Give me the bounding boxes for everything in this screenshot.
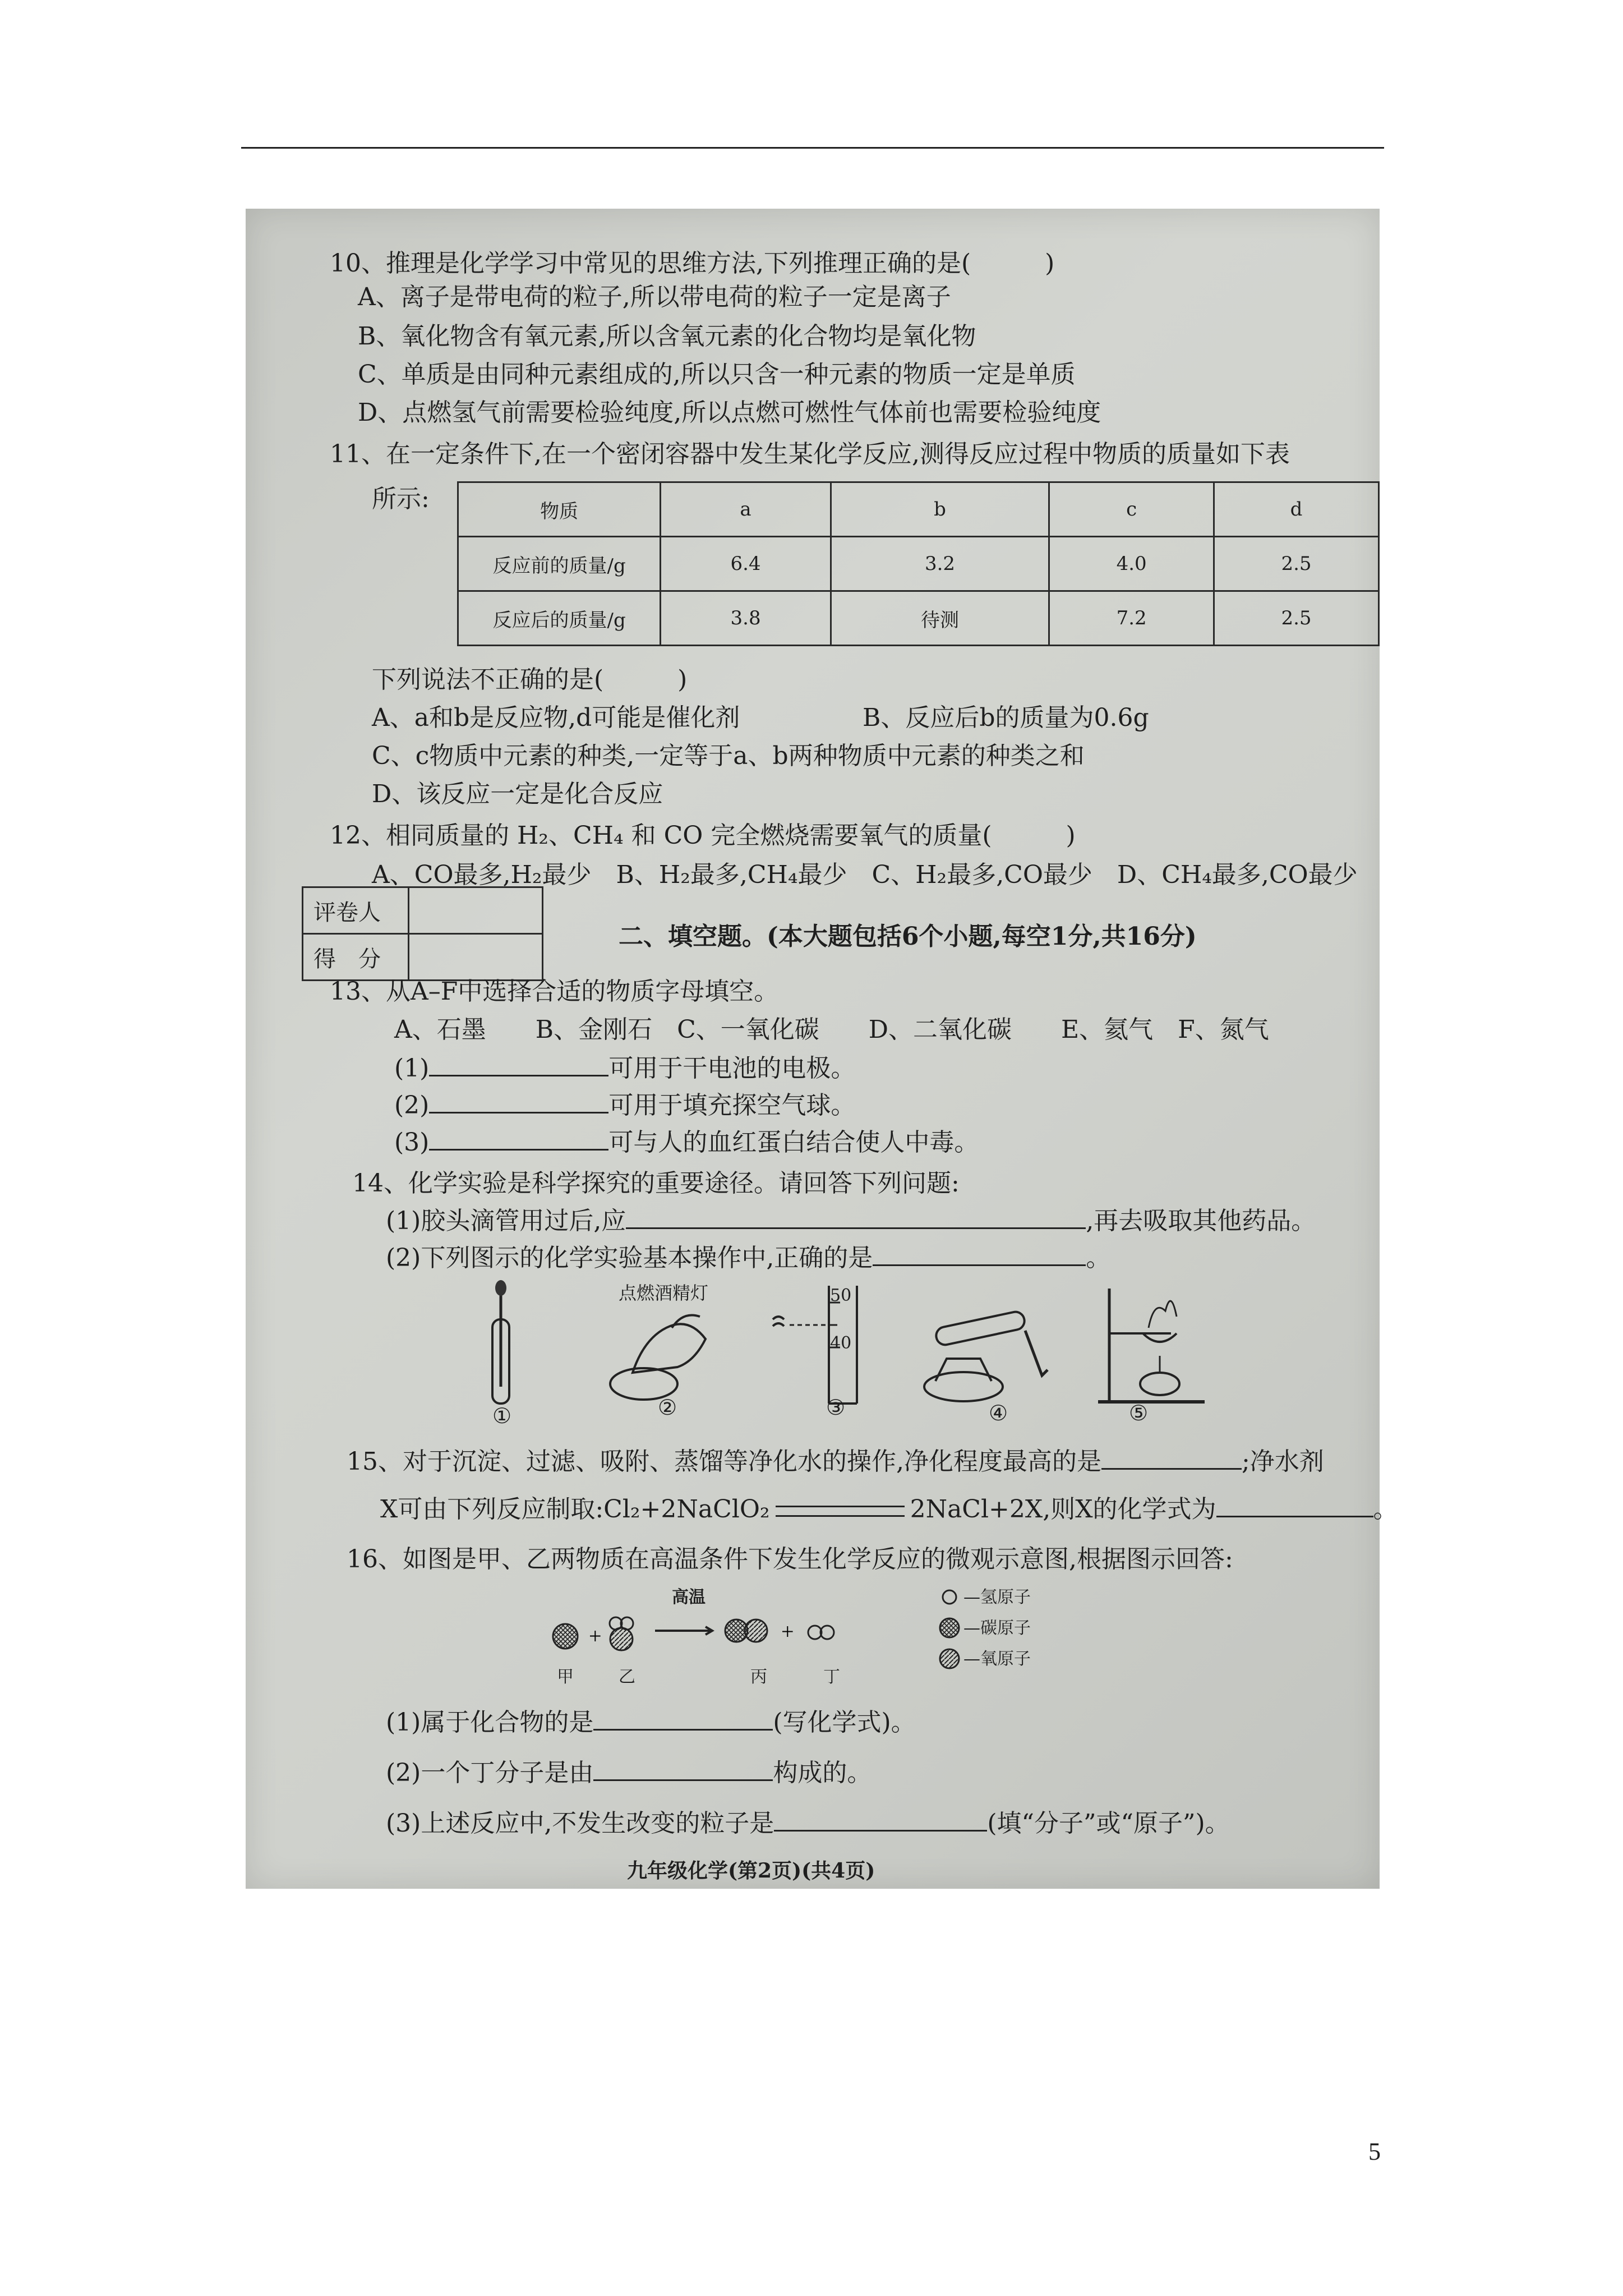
photo-footer: 九年级化学(第2页)(共4页)	[627, 1859, 875, 1883]
grader-box	[302, 886, 543, 981]
q16-part3-post: (填“分子”或“原子”)。	[987, 1809, 1230, 1838]
q13-choices: A、石墨 B、金刚石 C、一氧化碳 D、二氧化碳 E、氦气 F、氮气	[394, 1015, 1269, 1044]
q15-line2	[380, 1493, 1398, 1525]
grader-label: 评卷人	[303, 887, 409, 934]
q15-line1-post: ;净水剂	[1241, 1447, 1324, 1476]
table-row	[458, 591, 1379, 646]
table-cell: 6.4	[661, 537, 831, 591]
q10-option-a: A、离子是带电荷的粒子,所以带电荷的粒子一定是离子	[358, 283, 951, 311]
figure-caption: ③	[826, 1395, 846, 1420]
label-yi: 乙	[619, 1667, 635, 1687]
measuring-cylinder-icon	[762, 1280, 874, 1409]
alcohol-lamp-label: 点燃酒精灯	[619, 1282, 709, 1304]
q13-part1-text: 可用于干电池的电极。	[608, 1054, 856, 1083]
q11-option-b: B、反应后b的质量为0.6g	[863, 703, 1149, 732]
answer-blank[interactable]	[429, 1089, 608, 1114]
q15-line2-mid: 2NaCl+2X,则X的化学式为	[910, 1495, 1216, 1524]
table-cell: 反应后的质量/g	[458, 591, 661, 646]
q10-option-b: B、氧化物含有氧元素,所以含氧元素的化合物均是氧化物	[358, 322, 976, 351]
svg-text:+: +	[781, 1619, 794, 1644]
q13-part1	[394, 1052, 855, 1084]
svg-text:+: +	[589, 1623, 602, 1649]
label-bing: 丙	[750, 1667, 767, 1687]
label-jia: 甲	[557, 1667, 574, 1687]
q13-part1-num: (1)	[394, 1054, 430, 1083]
grader-label: 得 分	[303, 934, 409, 981]
grader-blank	[409, 887, 543, 934]
heating-test-tube-icon	[913, 1297, 1059, 1409]
answer-blank[interactable]	[1101, 1446, 1242, 1470]
table-cell: 2.5	[1214, 591, 1379, 646]
table-cell: 3.8	[661, 591, 831, 646]
q11-option-c: C、c物质中元素的种类,一定等于a、b两种物质中元素的种类之和	[372, 742, 1085, 770]
q10-stem: 10、推理是化学学习中常见的思维方法,下列推理正确的是( )	[330, 249, 1055, 278]
figure-caption: ①	[492, 1404, 512, 1428]
dropper-in-test-tube-icon	[481, 1280, 520, 1409]
q16-part3	[386, 1807, 1230, 1839]
cylinder-mark-bottom: 40	[830, 1333, 852, 1353]
label-ding: 丁	[823, 1667, 840, 1687]
q14-part1-post: ,再去吸取其他药品。	[1086, 1207, 1316, 1235]
legend-hydrogen: —氢原子	[963, 1588, 1031, 1607]
q13-part2-num: (2)	[394, 1091, 430, 1120]
q14-part2	[386, 1242, 1110, 1274]
table-row	[458, 482, 1379, 537]
q15-line1-pre: 15、对于沉淀、过滤、吸附、蒸馏等净化水的操作,净化程度最高的是	[347, 1447, 1101, 1476]
legend-carbon: —碳原子	[963, 1618, 1031, 1638]
answer-blank[interactable]	[429, 1052, 608, 1076]
q16-part1-post: (写化学式)。	[773, 1708, 916, 1737]
q11-stem-cont: 所示:	[372, 485, 430, 513]
table-row	[303, 887, 543, 934]
evaporating-on-stand-icon	[1092, 1277, 1216, 1409]
q16-part1-pre: (1)属于化合物的是	[386, 1708, 594, 1737]
answer-blank[interactable]	[1216, 1493, 1373, 1517]
answer-blank[interactable]	[593, 1706, 773, 1731]
q14-stem: 14、化学实验是科学探究的重要途径。请回答下列问题:	[352, 1169, 960, 1198]
table-cell: 2.5	[1214, 537, 1379, 591]
atom-legend-icons	[935, 1583, 963, 1678]
table-cell: 待测	[831, 591, 1049, 646]
q10-option-c: C、单质是由同种元素组成的,所以只含一种元素的物质一定是单质	[358, 360, 1076, 389]
q10-option-d: D、点燃氢气前需要检验纯度,所以点燃可燃性气体前也需要检验纯度	[358, 398, 1101, 427]
answer-blank[interactable]	[873, 1242, 1086, 1266]
q13-part2	[394, 1089, 855, 1121]
table-row	[303, 934, 543, 981]
reaction-diagram	[543, 1583, 992, 1667]
answer-blank[interactable]	[626, 1205, 1086, 1229]
q16-part1	[386, 1706, 916, 1738]
page-number: 5	[1368, 2138, 1381, 2165]
q13-part3-text: 可与人的血红蛋白结合使人中毒。	[608, 1128, 979, 1157]
q11-option-a: A、a和b是反应物,d可能是催化剂	[372, 703, 740, 732]
reaction-condition: 高温	[672, 1588, 706, 1607]
table-cell: 4.0	[1049, 537, 1214, 591]
cylinder-mark-top: 50	[830, 1286, 852, 1305]
q16-part2-post: 构成的。	[773, 1759, 872, 1787]
table-header-cell: c	[1049, 482, 1214, 537]
section-title: 二、填空题。(本大题包括6个小题,每空1分,共16分)	[619, 922, 1197, 951]
mass-table	[457, 481, 1380, 646]
q15-line2-pre: X可由下列反应制取:Cl₂+2NaClO₂	[380, 1495, 770, 1524]
table-cell: 反应前的质量/g	[458, 537, 661, 591]
q16-part3-pre: (3)上述反应中,不发生改变的粒子是	[386, 1809, 774, 1838]
table-header-cell: b	[831, 482, 1049, 537]
q12-options: A、CO最多,H₂最少 B、H₂最多,CH₄最少 C、H₂最多,CO最少 D、CH₄最多,CO最少	[372, 861, 1358, 889]
q15-line2-post: 。	[1373, 1495, 1398, 1524]
table-row	[458, 537, 1379, 591]
answer-blank[interactable]	[429, 1126, 608, 1151]
q14-part2-pre: (2)下列图示的化学实验基本操作中,正确的是	[386, 1244, 873, 1272]
reaction-arrow	[776, 1506, 905, 1517]
scanned-exam-photo	[246, 209, 1398, 1889]
figure-caption: ⑤	[1129, 1401, 1149, 1425]
figure-caption: ②	[658, 1395, 677, 1420]
q13-part3-num: (3)	[394, 1128, 430, 1157]
table-cell: 7.2	[1049, 591, 1214, 646]
q16-part2	[386, 1757, 872, 1789]
figure-caption: ④	[989, 1401, 1008, 1425]
q15-line1	[347, 1446, 1324, 1478]
table-header-cell: 物质	[458, 482, 661, 537]
lighting-alcohol-lamp-icon	[605, 1305, 728, 1406]
grader-blank	[409, 934, 543, 981]
q14-part2-post: 。	[1086, 1244, 1111, 1272]
answer-blank[interactable]	[593, 1757, 773, 1781]
q13-stem: 13、从A–F中选择合适的物质字母填空。	[330, 977, 779, 1006]
table-header-cell: a	[661, 482, 831, 537]
q11-question: 下列说法不正确的是( )	[372, 665, 688, 694]
table-cell: 3.2	[831, 537, 1049, 591]
legend-oxygen: —氧原子	[963, 1649, 1031, 1669]
q13-part2-text: 可用于填充探空气球。	[608, 1091, 856, 1120]
q14-part1-pre: (1)胶头滴管用过后,应	[386, 1207, 626, 1235]
top-rule	[241, 147, 1384, 149]
q11-stem: 11、在一定条件下,在一个密闭容器中发生某化学反应,测得反应过程中物质的质量如下表	[330, 440, 1290, 468]
table-header-cell: d	[1214, 482, 1379, 537]
q14-part1	[386, 1205, 1316, 1237]
q16-stem: 16、如图是甲、乙两物质在高温条件下发生化学反应的微观示意图,根据图示回答:	[347, 1545, 1233, 1573]
q11-option-d: D、该反应一定是化合反应	[372, 780, 663, 808]
q16-part2-pre: (2)一个丁分子是由	[386, 1759, 594, 1787]
q12-stem: 12、相同质量的 H₂、CH₄ 和 CO 完全燃烧需要氧气的质量( )	[330, 821, 1076, 850]
answer-blank[interactable]	[774, 1807, 987, 1832]
q13-part3	[394, 1126, 979, 1158]
